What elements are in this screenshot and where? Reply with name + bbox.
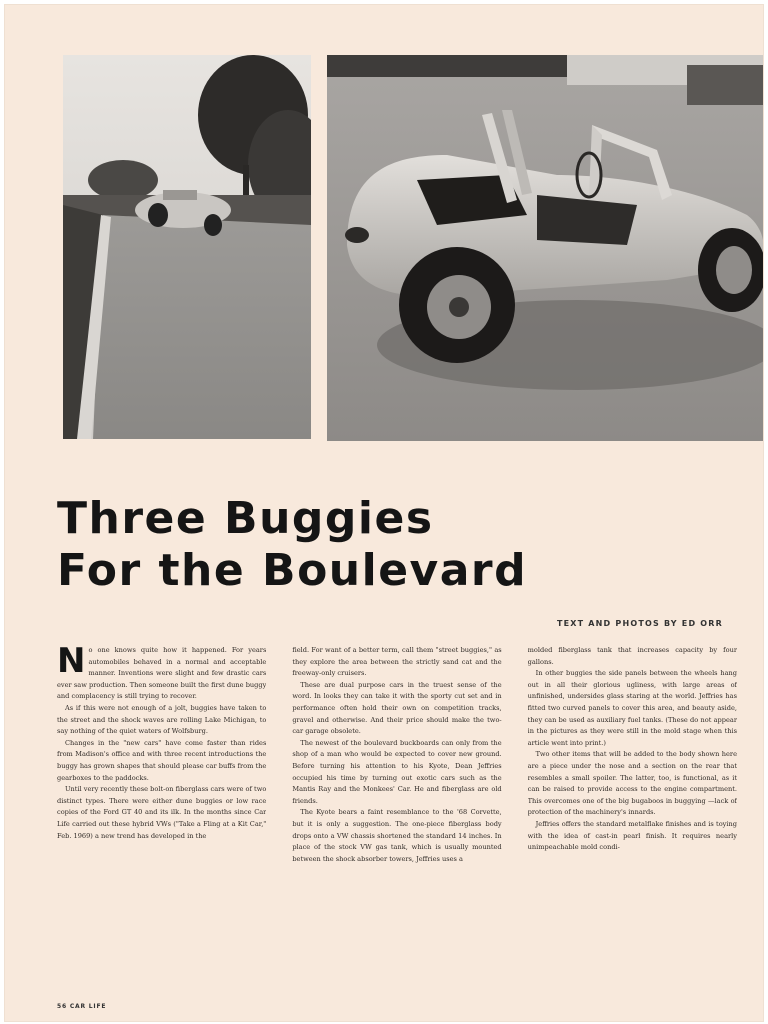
paragraph: Two other items that will be added to the body shown here are a piece under the nose and a section on the rear that resembles a small spoiler. The latter, too, is functional, as it can be raised to provide access to the engine compartment. This overcomes one of the big bugaboos in buggying —lack of protection of the machinery's innards. <box>527 750 737 817</box>
paragraph: molded fiberglass tank that increases capacity by four gallons. <box>527 646 737 666</box>
headline-line-2: For the Boulevard <box>57 545 528 596</box>
column-1 <box>57 645 266 995</box>
paragraph: As if this were not enough of a jolt, buggies have taken to the street and the shock waves are rolling Lake Michigan, to say nothing of the quiet waters of Wolfsburg. <box>57 703 267 736</box>
photo-buggy-closeup <box>327 55 763 441</box>
headline-line-1: Three Buggies <box>57 493 434 544</box>
byline: TEXT AND PHOTOS BY ED ORR <box>556 619 723 628</box>
paragraph: Until very recently these bolt-on fiberglass cars were of two distinct types. There were either dune buggies or low race copies of the Ford GT 40 and its ilk. In the months since Car Life carried out these hybrid VWs ("Take a Fling at a Kit Car," Feb. 1969) a new trend has developed in the <box>57 785 267 840</box>
magazine-page <box>4 4 764 1022</box>
paragraph: In other buggies the side panels between the wheels hang out in all their glorious ugliness, with large areas of unfinished, undersides glass staring at the world. Jeffries has fitted two curved panels to cover this area, and beauty aside, they can be used as auxiliary fuel tanks. (These do not appear in the pictures as they were still in the mold stage when this article went into print.) <box>527 669 737 747</box>
paragraph <box>57 645 266 703</box>
paragraph: Jeffries offers the standard metalflake finishes and is toying with the idea of cast-in pearl finish. It requires nearly unimpeachable mold condi- <box>527 819 737 852</box>
paragraph: The Kyote bears a faint resemblance to the '68 Corvette, but it is only a suggestion. The one-piece fiberglass body drops onto a VW chassis shortened the standard 14 inches. In place of the stock VW gas tank, which is usually mounted between the shock absorber towers, Jeffries uses a <box>292 808 502 863</box>
photo-buggy-on-road <box>63 55 311 439</box>
page-footer: 56 CAR LIFE <box>57 1003 107 1010</box>
paragraph: These are dual purpose cars in the truest sense of the word. In looks they can take it with the sporty cut set and in performance often hold their own on competition tracks, gravel and otherwise. And their price should make the two-car garage obsolete. <box>292 680 502 736</box>
article-body <box>57 645 737 995</box>
paragraph: field. For want of a better term, call them "street buggies," as they explore the area between the strictly sand cat and the freeway-only cruisers. <box>292 646 502 678</box>
article-headline <box>57 493 657 597</box>
column-3 <box>528 645 737 995</box>
drop-cap: N <box>57 645 86 681</box>
paragraph: Changes in the "new cars" have come faster than rides from Madison's office and with three recent introductions the buggy has grown shapes that should please car buffs from the gearboxes to the paddocks. <box>57 738 267 782</box>
column-2 <box>292 645 501 995</box>
paragraph-text: o one knows quite how it happened. For years automobiles behaved in a normal and acceptable manner. Inventions were slight and few drastic cars ever saw production. Then someone built the first dune buggy and complacency is still trying to recover. <box>57 646 267 701</box>
paragraph: The newest of the boulevard buckboards can only from the shop of a man who would be expected to cover new ground. Before turning his attention to his Kyote, Dean Jeffries occupied his time by turning out exotic cars such as the Mantis Ray and the Monkees' Car. He and fiberglass are old friends. <box>292 738 502 805</box>
